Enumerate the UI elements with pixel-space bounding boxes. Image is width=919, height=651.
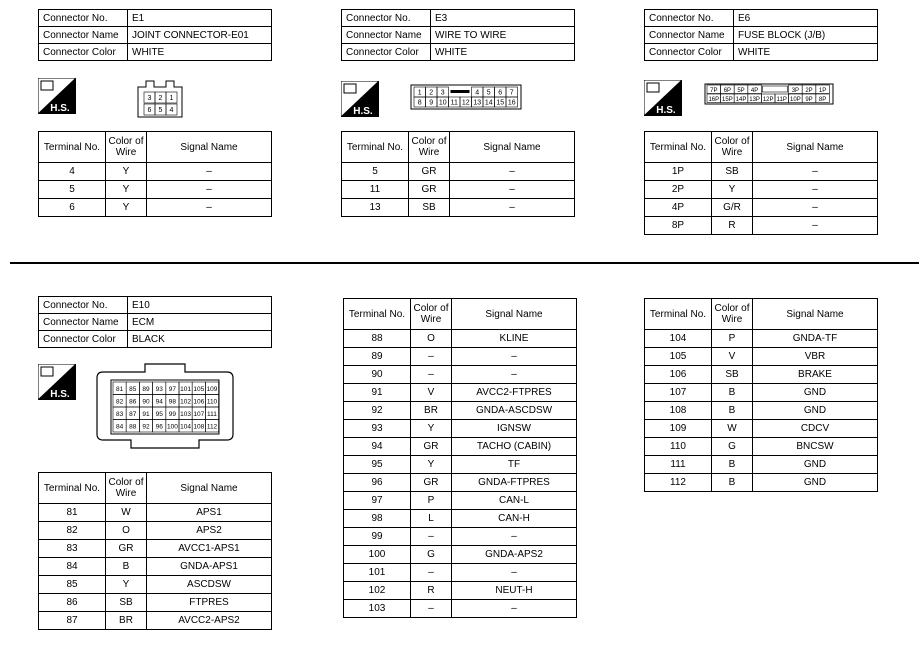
- e3-pin-label: 10: [438, 99, 447, 107]
- wire-color: B: [712, 402, 753, 420]
- terminal-no: 88: [344, 330, 411, 348]
- e10-pin-label: 111: [207, 410, 217, 418]
- terminal-no: 2P: [645, 181, 712, 199]
- terminal-no: 94: [344, 438, 411, 456]
- terminal-no: 109: [645, 420, 712, 438]
- e10-pin-label: 102: [180, 398, 192, 406]
- table-row: [645, 402, 878, 420]
- e3-pin-label: 14: [484, 99, 493, 107]
- table-row: [39, 181, 272, 199]
- signal-name: AVCC2-APS2: [147, 612, 272, 630]
- e1-pin-label: 2: [158, 95, 163, 102]
- terminal-no: 1P: [645, 163, 712, 181]
- wire-color: GR: [409, 181, 450, 199]
- wire-color: V: [712, 348, 753, 366]
- table-row: [39, 163, 272, 181]
- terminal-no: 82: [39, 522, 106, 540]
- e10-pin-label: 82: [115, 398, 124, 406]
- table-row: [645, 384, 878, 402]
- e10-connector-face-icon: [95, 360, 235, 452]
- terminal-no: 104: [645, 330, 712, 348]
- table-row: [39, 504, 272, 522]
- e3-pin-label: 9: [429, 99, 434, 107]
- hs-icon: [644, 80, 682, 116]
- signal-name: APS1: [147, 504, 272, 522]
- e10-pin-label: 84: [115, 423, 124, 431]
- signal-name: FTPRES: [147, 594, 272, 612]
- wire-color: GR: [409, 163, 450, 181]
- signal-name: CAN-H: [452, 510, 577, 528]
- signal-name: AVCC2-FTPRES: [452, 384, 577, 402]
- wire-color: SB: [409, 199, 450, 217]
- signal-name: –: [452, 366, 577, 384]
- e3-connector-no: E3: [431, 10, 575, 27]
- hs-icon: [341, 81, 379, 117]
- signal-name: AVCC1-APS1: [147, 540, 272, 558]
- terminal-no: 13: [342, 199, 409, 217]
- table-row: [344, 600, 577, 618]
- table-row: [344, 402, 577, 420]
- table-row: [39, 522, 272, 540]
- signal-name: –: [147, 181, 272, 199]
- table-row: [344, 438, 577, 456]
- e6-pin-label: 7P: [710, 87, 718, 94]
- table-row: [344, 510, 577, 528]
- wire-color: V: [411, 384, 452, 402]
- signal-name: GNDA-FTPRES: [452, 474, 577, 492]
- table-row: [344, 528, 577, 546]
- terminal-no: 106: [645, 366, 712, 384]
- terminal-no: 4P: [645, 199, 712, 217]
- table-row: [342, 181, 575, 199]
- signal-name: GND: [753, 384, 878, 402]
- e10-pin-label: 108: [193, 423, 205, 431]
- terminal-no: 87: [39, 612, 106, 630]
- wire-color: G/R: [712, 199, 753, 217]
- wire-color: BR: [411, 402, 452, 420]
- e6-connector-face-icon: [704, 83, 834, 105]
- wire-color: Y: [712, 181, 753, 199]
- e1-pin-label: 5: [158, 107, 163, 114]
- wire-color: SB: [712, 366, 753, 384]
- e3-pin-label: 12: [461, 99, 470, 107]
- e10-pin-label: 98: [168, 398, 177, 406]
- e3-pin-label: 5: [486, 89, 491, 97]
- terminal-no: 5: [342, 163, 409, 181]
- e10-pin-label: 96: [155, 423, 163, 431]
- e10-pin-label: 110: [206, 398, 218, 406]
- wire-color: GR: [411, 474, 452, 492]
- e10-pin-label: 106: [193, 398, 205, 406]
- table-row: [39, 594, 272, 612]
- signal-name: –: [753, 199, 878, 217]
- e6-pin-label: 2P: [805, 87, 813, 94]
- e6-pin-label: 12P: [762, 96, 774, 103]
- table-row: [344, 546, 577, 564]
- wire-color: P: [411, 492, 452, 510]
- svg-text:H.S.: H.S.: [656, 105, 676, 116]
- e10-connector-no: E10: [128, 297, 272, 314]
- signal-name: –: [147, 199, 272, 217]
- e6-pin-label: 3P: [791, 87, 800, 94]
- table-row: [645, 348, 878, 366]
- wire-color: Y: [106, 181, 147, 199]
- signal-name: CAN-L: [452, 492, 577, 510]
- table-row: [344, 384, 577, 402]
- signal-name: –: [450, 199, 575, 217]
- terminal-no: 91: [344, 384, 411, 402]
- terminal-no: 84: [39, 558, 106, 576]
- signal-name: IGNSW: [452, 420, 577, 438]
- signal-name: BRAKE: [753, 366, 878, 384]
- e3-connector-face-icon: [410, 84, 522, 110]
- e10-connector-color: BLACK: [128, 331, 272, 348]
- e6-connector-no: E6: [734, 10, 878, 27]
- signal-name: –: [452, 600, 577, 618]
- table-row: [344, 492, 577, 510]
- e10-pin-label: 107: [193, 410, 205, 418]
- terminal-no: 4: [39, 163, 106, 181]
- table-row: [39, 199, 272, 217]
- table-row: [344, 456, 577, 474]
- wire-color: W: [106, 504, 147, 522]
- e3-pin-label: 2: [429, 89, 434, 97]
- table-row: [645, 474, 878, 492]
- table-row: [645, 456, 878, 474]
- e6-pin-label: 16P: [708, 96, 720, 103]
- wire-color: Y: [106, 163, 147, 181]
- e6-terminal-table: Terminal No. Color of Wire Signal Name 1P SB – 2P Y – 4P G/R – 8P R –: [644, 131, 878, 235]
- e10-pin-label: 93: [155, 385, 163, 393]
- e10-pin-label: 83: [115, 410, 124, 418]
- terminal-no: 89: [344, 348, 411, 366]
- wire-color: R: [712, 217, 753, 235]
- e3-pin-label: 13: [473, 99, 482, 107]
- wire-color: G: [411, 546, 452, 564]
- wire-color: SB: [712, 163, 753, 181]
- signal-name: GNDA-APS1: [147, 558, 272, 576]
- wire-color: B: [106, 558, 147, 576]
- signal-name: –: [753, 217, 878, 235]
- terminal-no: 90: [344, 366, 411, 384]
- wire-color: Y: [411, 420, 452, 438]
- signal-name: –: [452, 528, 577, 546]
- signal-name: VBR: [753, 348, 878, 366]
- signal-name: –: [450, 181, 575, 199]
- table-row: [645, 366, 878, 384]
- table-row: [39, 558, 272, 576]
- table-row: [645, 217, 878, 235]
- e3-connector-name: WIRE TO WIRE: [431, 27, 575, 44]
- e10-pin-label: 86: [129, 398, 137, 406]
- table-row: [344, 366, 577, 384]
- wire-color: –: [411, 564, 452, 582]
- e1-pin-label: 1: [169, 95, 174, 102]
- table-row: [39, 576, 272, 594]
- e3-pin-label: 4: [475, 89, 480, 97]
- signal-name: GND: [753, 402, 878, 420]
- wire-color: B: [712, 384, 753, 402]
- e10-pin-label: 95: [155, 410, 163, 418]
- signal-name: –: [452, 564, 577, 582]
- e6-connector-info: Connector No. E6 Connector Name FUSE BLOCK (J/B) Connector Color WHITE: [644, 9, 878, 61]
- wire-color: –: [411, 600, 452, 618]
- signal-name: CDCV: [753, 420, 878, 438]
- signal-name: BNCSW: [753, 438, 878, 456]
- signal-name: –: [452, 348, 577, 366]
- e3-pin-label: 7: [509, 89, 514, 97]
- e6-pin-label: 8P: [818, 96, 827, 103]
- wire-color: B: [712, 474, 753, 492]
- signal-name: GNDA-TF: [753, 330, 878, 348]
- e3-pin-label: 3: [440, 89, 445, 97]
- wire-color: SB: [106, 594, 147, 612]
- terminal-no: 110: [645, 438, 712, 456]
- wire-color: –: [411, 366, 452, 384]
- e10-connector-info: Connector No. E10 Connector Name ECM Connector Color BLACK: [38, 296, 272, 348]
- e1-connector-name: JOINT CONNECTOR-E01: [128, 27, 272, 44]
- wire-color: Y: [106, 576, 147, 594]
- e1-connector-info: Connector No. E1 Connector Name JOINT CONNECTOR-E01 Connector Color WHITE: [38, 9, 272, 61]
- e1-connector-no: E1: [128, 10, 272, 27]
- e3-pin-label: 6: [498, 89, 503, 97]
- terminal-no: 6: [39, 199, 106, 217]
- signal-name: GNDA-APS2: [452, 546, 577, 564]
- wire-color: B: [712, 456, 753, 474]
- e3-lock-tab: [451, 90, 470, 93]
- e6-pin-label: 9P: [805, 96, 813, 103]
- e3-pin-label: 11: [450, 99, 458, 107]
- svg-text:H.S.: H.S.: [50, 389, 70, 400]
- table-row: [344, 582, 577, 600]
- e10-pin-label: 109: [206, 385, 218, 393]
- terminal-no: 108: [645, 402, 712, 420]
- e10-terminal-table-a: Terminal No. Color of Wire Signal Name 81 W APS1 82 O APS2 83 GR AVCC1-APS1 84 B GNDA-APS1 85 Y ASCDSW 86 SB FTPRES 87 BR AVCC2-APS2: [38, 472, 272, 630]
- e10-pin-label: 94: [155, 398, 163, 406]
- e10-pin-label: 99: [168, 410, 177, 418]
- table-row: [39, 540, 272, 558]
- e10-pin-label: 105: [193, 385, 205, 393]
- table-row: [645, 330, 878, 348]
- table-row: [645, 163, 878, 181]
- signal-name: –: [753, 181, 878, 199]
- wire-color: L: [411, 510, 452, 528]
- e1-terminal-table: Terminal No. Color of Wire Signal Name 4 Y – 5 Y – 6 Y –: [38, 131, 272, 217]
- e3-pin-label: 15: [496, 99, 505, 107]
- table-row: [39, 612, 272, 630]
- terminal-no: 107: [645, 384, 712, 402]
- terminal-no: 112: [645, 474, 712, 492]
- terminal-no: 103: [344, 600, 411, 618]
- table-row: [344, 564, 577, 582]
- terminal-no: 83: [39, 540, 106, 558]
- e3-pin-label: 16: [507, 99, 516, 107]
- table-row: [344, 474, 577, 492]
- e10-pin-label: 103: [180, 410, 192, 418]
- terminal-no: 98: [344, 510, 411, 528]
- e6-blank-slot: [762, 86, 787, 92]
- table-row: [645, 199, 878, 217]
- table-row: [344, 420, 577, 438]
- signal-name: TF: [452, 456, 577, 474]
- table-row: [344, 330, 577, 348]
- terminal-no: 101: [344, 564, 411, 582]
- table-row: [645, 438, 878, 456]
- e3-pin-label: 8: [417, 99, 422, 107]
- signal-name: –: [450, 163, 575, 181]
- e3-terminal-table: Terminal No. Color of Wire Signal Name 5 GR – 11 GR – 13 SB –: [341, 131, 575, 217]
- e1-pin-label: 3: [147, 95, 152, 102]
- e6-connector-color: WHITE: [734, 44, 878, 61]
- wire-color: O: [106, 522, 147, 540]
- e6-pin-label: 5P: [737, 87, 745, 94]
- e10-pin-label: 81: [115, 385, 124, 393]
- e10-pin-label: 97: [168, 385, 177, 393]
- wire-color: GR: [411, 438, 452, 456]
- terminal-no: 105: [645, 348, 712, 366]
- e6-pin-label: 13P: [749, 96, 760, 103]
- signal-name: –: [147, 163, 272, 181]
- signal-name: NEUT-H: [452, 582, 577, 600]
- terminal-no: 85: [39, 576, 106, 594]
- svg-text:H.S.: H.S.: [353, 106, 373, 117]
- e3-connector-color: WHITE: [431, 44, 575, 61]
- wire-color: W: [712, 420, 753, 438]
- e10-pin-label: 101: [180, 385, 192, 393]
- svg-text:H.S.: H.S.: [50, 103, 70, 114]
- terminal-no: 81: [39, 504, 106, 522]
- e10-pin-label: 91: [142, 410, 150, 418]
- e6-pin-label: 4P: [750, 87, 759, 94]
- wire-color: O: [411, 330, 452, 348]
- table-row: [342, 199, 575, 217]
- table-row: [344, 348, 577, 366]
- e1-connector-face-icon: [136, 79, 184, 119]
- signal-name: KLINE: [452, 330, 577, 348]
- signal-name: –: [753, 163, 878, 181]
- wire-color: –: [411, 348, 452, 366]
- e6-connector-name: FUSE BLOCK (J/B): [734, 27, 878, 44]
- e10-pin-label: 85: [129, 385, 137, 393]
- terminal-no: 93: [344, 420, 411, 438]
- e6-pin-label: 11P: [776, 96, 787, 103]
- terminal-no: 86: [39, 594, 106, 612]
- signal-name: GNDA-ASCDSW: [452, 402, 577, 420]
- e3-pin-label: 1: [417, 89, 422, 97]
- terminal-no: 100: [344, 546, 411, 564]
- section-divider: [10, 262, 919, 264]
- terminal-no: 95: [344, 456, 411, 474]
- wire-color: GR: [106, 540, 147, 558]
- terminal-no: 102: [344, 582, 411, 600]
- e6-pin-label: 10P: [790, 96, 801, 103]
- e10-pin-label: 100: [166, 423, 178, 431]
- wire-color: Y: [106, 199, 147, 217]
- hs-icon: [38, 78, 76, 114]
- e10-pin-label: 112: [206, 423, 218, 431]
- signal-name: TACHO (CABIN): [452, 438, 577, 456]
- wire-color: Y: [411, 456, 452, 474]
- wire-color: P: [712, 330, 753, 348]
- signal-name: ASCDSW: [147, 576, 272, 594]
- hs-icon: [38, 364, 76, 400]
- e1-pin-label: 4: [169, 107, 174, 114]
- table-row: [645, 181, 878, 199]
- e10-pin-label: 87: [129, 410, 137, 418]
- e10-connector-name: ECM: [128, 314, 272, 331]
- table-row: [645, 420, 878, 438]
- terminal-no: 8P: [645, 217, 712, 235]
- e10-terminal-table-c: Terminal No. Color of Wire Signal Name 104 P GNDA-TF 105 V VBR 106 SB BRAKE 107 B GND 108 B GND 109 W CDCV 110 G BNCSW 111 B GND 112 B GND: [644, 298, 878, 492]
- e1-connector-color: WHITE: [128, 44, 272, 61]
- e3-connector-info: Connector No. E3 Connector Name WIRE TO WIRE Connector Color WHITE: [341, 9, 575, 61]
- terminal-no: 96: [344, 474, 411, 492]
- terminal-no: 5: [39, 181, 106, 199]
- terminal-no: 99: [344, 528, 411, 546]
- wire-color: R: [411, 582, 452, 600]
- terminal-no: 97: [344, 492, 411, 510]
- e10-terminal-table-b: Terminal No. Color of Wire Signal Name 88 O KLINE 89 – – 90 – – 91 V AVCC2-FTPRES 92 BR GNDA-ASCDSW 93 Y IGNSW 94 GR TACHO (CABIN) 95 Y TF 96 GR GNDA-FTPRES 97 P CAN-L 98 L CAN-H 99 – – 100 G GNDA-APS2 101 – – 102 R NEUT-H 103 – –: [343, 298, 577, 618]
- signal-name: APS2: [147, 522, 272, 540]
- terminal-no: 11: [342, 181, 409, 199]
- signal-name: GND: [753, 456, 878, 474]
- e6-pin-label: 1P: [818, 87, 827, 94]
- table-row: [342, 163, 575, 181]
- e6-pin-label: 14P: [735, 96, 747, 103]
- e10-pin-label: 92: [142, 423, 150, 431]
- wire-color: –: [411, 528, 452, 546]
- signal-name: GND: [753, 474, 878, 492]
- wire-color: BR: [106, 612, 147, 630]
- e10-pin-label: 104: [180, 423, 192, 431]
- e10-pin-label: 90: [142, 398, 150, 406]
- e10-pin-label: 89: [142, 385, 150, 393]
- wire-color: G: [712, 438, 753, 456]
- e1-pin-label: 6: [147, 107, 152, 114]
- terminal-no: 111: [645, 456, 712, 474]
- e6-pin-label: 6P: [723, 87, 732, 94]
- terminal-no: 92: [344, 402, 411, 420]
- e10-pin-label: 88: [129, 423, 137, 431]
- e6-pin-label: 15P: [722, 96, 733, 103]
